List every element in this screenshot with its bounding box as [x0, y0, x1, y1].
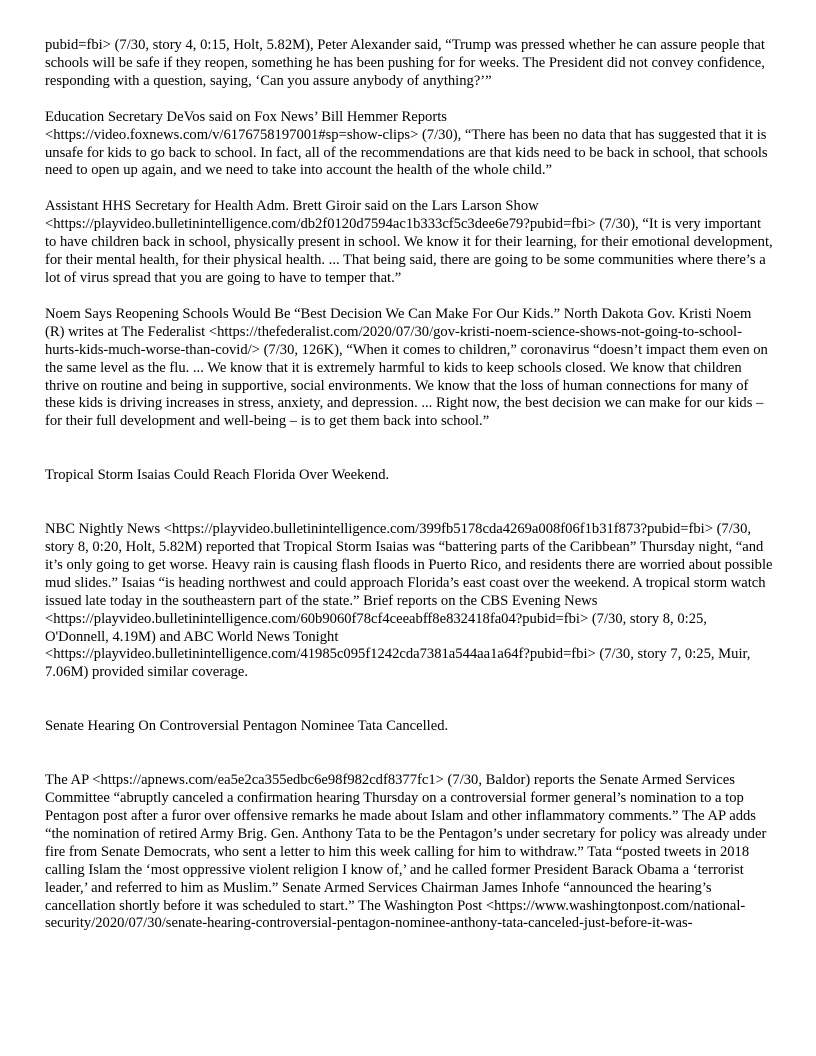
paragraph-trump-schools-quote: pubid=fbi> (7/30, story 4, 0:15, Holt, 5.82M), Peter Alexander said, “Trump was pressed whether he can assure people that schools will be safe if they reopen, something he has been pushing for for weeks. The President did not convey confidence, responding with a question, saying, ‘Can you assure anybody of anything?’” — [45, 37, 765, 89]
section-spacer — [45, 736, 773, 772]
paragraph-devos-quote: Education Secretary DeVos said on Fox News’ Bill Hemmer Reports <https://video.foxnews.com/v/6176758197001#sp=show-clips> (7/30), “There has been no data that has suggested that it is unsafe for kids to go back to school. In fact, all of the recommendations are that kids need to be back in school, that schools need to open up again, and we need to take into account the health of the whole child.” — [45, 108, 768, 179]
section-spacer — [45, 682, 773, 718]
paragraph-noem-article: Noem Says Reopening Schools Would Be “Best Decision We Can Make For Our Kids.” North Dakota Gov. Kristi Noem (R) writes at The Federalist <https://thefederalist.com/2020/07/30/gov-kristi-noem-science-shows-not-going-to-school-hurts-kids-much-worse-than-covid/> (7/30, 126K), “When it comes to children,” coronavirus “doesn’t impact them even on the same level as the flu. ... We know that it is extremely harmful to kids to keep schools closed. We know that children thrive on routine and being in supportive, social environments. We know that the loss of human connections for many of these kids is driving increases in stress, anxiety, and depression. ... Right now, the best decision we can make for our kids – for their full development and well-being – is to get them back into school.” — [45, 305, 768, 430]
paragraph-isaias-coverage: NBC Nightly News <https://playvideo.bulletinintelligence.com/399fb5178cda4269a008f06f1b31f873?pubid=fbi> (7/30, story 8, 0:20, Holt, 5.82M) reported that Tropical Storm Isaias was “battering parts of the Caribbean” Thursday night, “and it’s only going to get worse. Heavy rain is causing flash floods in Puerto Rico, and residents there are worried about possible mud slides.” Isaias “is heading northwest and could approach Florida’s east coast over the weekend. A tropical storm watch issued late today in the southeastern part of the state.” Brief reports on the CBS Evening News <https://playvideo.bulletinintelligence.com/60b9060f78cf4ceeabff8e832418fa04?pubid=fbi> (7/30, story 8, 0:25, O'Donnell, 4.19M) and ABC World News Tonight <https://playvideo.bulletinintelligence.com/41985c095f1242cda7381a544aa1a64f?pubid=fbi> (7/30, story 7, 0:25, Muir, 7.06M) provided similar coverage. — [45, 521, 773, 681]
paragraph-spacer — [45, 180, 773, 198]
paragraph-spacer — [45, 91, 773, 109]
document-page — [45, 37, 773, 933]
paragraph-tata-hearing: The AP <https://apnews.com/ea5e2ca355edbc6e98f982cdf8377fc1> (7/30, Baldor) reports the Senate Armed Services Committee “abruptly canceled a confirmation hearing Thursday on a controversial former general’s nomination to a top Pentagon post after a furor over offensive remarks he made about Islam and other inflammatory comments.” The AP adds “the nomination of retired Army Brig. Gen. Anthony Tata to be the Pentagon’s under secretary for policy was already under fire from Senate Democrats, who sent a letter to him this week calling for him to withdraw.” Tata “posted tweets in 2018 calling Islam the ‘most oppressive violent religion I know of,’ and he called former President Barack Obama a ‘terrorist leader,’ and referred to him as Muslim.” Senate Armed Services Chairman James Inhofe “announced the hearing’s cancellation shortly before it was scheduled to start.” The Washington Post <https://www.washingtonpost.com/national-security/2020/07/30/senate-hearing-controversial-pentagon-nominee-anthony-tata-canceled-just-before-it-was- — [45, 772, 767, 932]
headline-senate-hearing: Senate Hearing On Controversial Pentagon Nominee Tata Cancelled. — [45, 718, 449, 735]
section-spacer — [45, 485, 773, 521]
section-spacer — [45, 431, 773, 467]
paragraph-giroir-quote: Assistant HHS Secretary for Health Adm. Brett Giroir said on the Lars Larson Show <https://playvideo.bulletinintelligence.com/db2f0120d7594ac1b333cf5c3dee6e79?pubid=fbi> (7/30), “It is very important to have children back in school, physically present in school. We know it for their learning, for their emotional development, for their mental health, for their physical health. ... That being said, there are going to be some communities where there’s a lot of virus spread that you are going to have to temper that.” — [45, 198, 773, 286]
headline-tropical-storm: Tropical Storm Isaias Could Reach Florida Over Weekend. — [45, 467, 390, 484]
paragraph-spacer — [45, 288, 773, 306]
